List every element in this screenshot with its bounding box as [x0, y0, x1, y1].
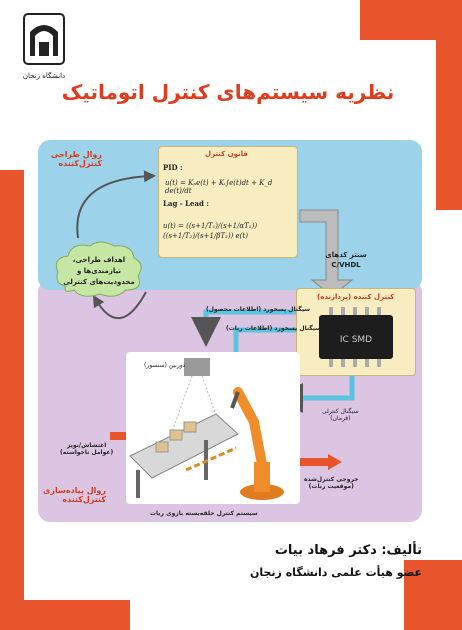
- control-signal-line1: سیگنال کنترلی: [322, 408, 359, 415]
- pid-equation: u(t) = Kₚe(t) + Kᵢ∫e(t)dt + K_d de(t)/dt: [165, 179, 273, 195]
- control-law-title: قانون کنترل: [205, 150, 248, 158]
- lead-lag-equation: u(t) = ((s+1/T₁)/(s+1/αT₁)) ((s+1/T₂)/(s+1/βT₂)) e(t): [163, 222, 258, 240]
- disturbance-label: [60, 442, 113, 456]
- system-caption: سیستم کنترل حلقه‌بسته بازوی ربات: [150, 510, 258, 517]
- camera-label: دوربین (سنسور): [144, 362, 186, 369]
- output-line2: (موقعیت ربات): [308, 483, 354, 490]
- controller-box: [296, 288, 416, 376]
- synthesis-line1: سنتز کدهای: [325, 251, 367, 259]
- impl-label-line2: کنترل‌کننده: [62, 495, 106, 504]
- output-line1: خروجی کنترل‌شده: [304, 476, 359, 483]
- robot-arm-illustration: [126, 352, 300, 504]
- chip-text: IC SMD: [339, 335, 373, 345]
- design-loop-arrow: [77, 176, 150, 238]
- feedback-signal-label-1: سیگنال پسخورد (اطلاعات محصول): [206, 306, 311, 313]
- book-title: نظریه سیستم‌های کنترل اتوماتیک: [61, 80, 395, 104]
- publisher-caption: دانشگاه زنجان: [22, 72, 66, 80]
- controller-title: کنترل کننده (پردازنده): [317, 293, 395, 301]
- synthesis-line2: C/VHDL: [331, 261, 361, 269]
- feedback-signal-label-2: سیگنال پسخورد (اطلاعات ربات): [226, 325, 322, 332]
- author-line: تألیف: دکتر فرهاد بیات: [274, 543, 422, 558]
- chip-icon: [313, 307, 399, 367]
- code-synthesis-label: [318, 250, 374, 270]
- design-label-line2: کنترل‌کننده: [58, 159, 102, 168]
- output-arrowhead: [328, 454, 342, 470]
- requirements-text: اهداف طراحی، نیازمندی‌ها و محدودیت‌های کنترلی: [63, 256, 135, 286]
- design-label-line1: روال طراحی: [50, 150, 102, 159]
- affiliation-line: عضو هیأت علمی دانشگاه زنجان: [249, 566, 422, 579]
- implementation-panel-label: [34, 486, 106, 504]
- output-label: [304, 476, 359, 490]
- impl-label-line1: روال پیاده‌سازی: [43, 486, 106, 495]
- pid-label: PID :: [163, 163, 183, 172]
- disturbance-line2: (عوامل ناخواسته): [60, 449, 114, 456]
- control-signal-label: [322, 408, 359, 422]
- lead-lag-label: Lag - Lead :: [163, 199, 209, 208]
- control-signal-line2: (فرمان): [330, 415, 351, 422]
- disturbance-line1: اغتشاش/نویز: [66, 442, 107, 449]
